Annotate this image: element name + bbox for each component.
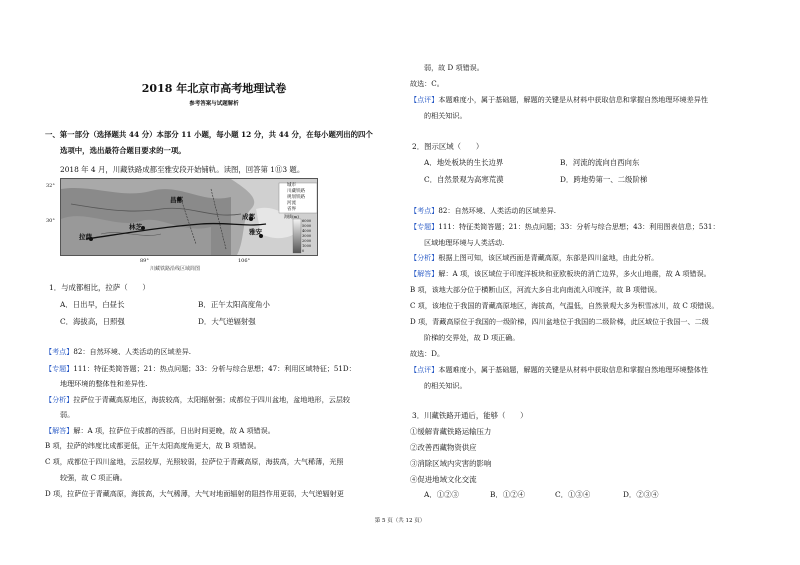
- map-lat-label-mid: 30°: [46, 218, 55, 224]
- map-place-changdu: 昌都: [170, 196, 183, 204]
- q2-zhuanti-line2: 区域地理环境与人类活动.: [424, 238, 505, 247]
- map-elev-6000: 6000: [302, 219, 312, 223]
- q1-dianping-line2: 的相关知识。: [424, 111, 467, 120]
- page-footer: 第 5 页（共 12 页）: [374, 518, 426, 524]
- section-heading-line2: 选项中，选出最符合题目要求的一项。: [60, 146, 186, 155]
- q2-explain-d-line2: 阶梯的交界处，故 D 项正确。: [424, 333, 520, 342]
- q1-answer: 故选：C。: [410, 79, 444, 88]
- q3-item-3: ③消除区域内灾害的影响: [410, 459, 492, 468]
- map-elev-2000: 2000: [302, 239, 312, 243]
- explanation-tag: 【考点】: [45, 347, 74, 356]
- map-lon-label-right: 106°: [238, 258, 251, 264]
- q2-explain-b: B 项，该地大部分位于横断山区，河流大多自北向南流入印度洋，故 B 项错误。: [410, 285, 662, 294]
- map-caption: 川藏铁路沿线区域简图: [150, 266, 201, 272]
- q1-option-a: A．日出早，白昼长: [60, 300, 125, 309]
- q2-stem: 2．图示区域（ ）: [412, 142, 484, 151]
- map-place-linzhi: 林芝: [129, 223, 142, 231]
- q2-option-d: D．跨地势第一、二级阶梯: [560, 175, 648, 184]
- terrain-map-svg: [61, 179, 318, 256]
- map-elevation-title: 海拔(m): [284, 214, 299, 219]
- q3-item-1: ①缓解青藏铁路运输压力: [410, 427, 492, 436]
- map-place-chengdu: 成都: [242, 213, 255, 221]
- q2-option-b: B．河流的流向自西向东: [560, 158, 640, 167]
- explanation-tag: 【分析】: [410, 253, 439, 262]
- map-place-lasa: 拉萨: [79, 233, 92, 241]
- map-legend-province-border: 省界: [287, 207, 296, 212]
- q2-dianping-line2: 的相关知识。: [424, 381, 467, 390]
- map-place-yaan: 雅安: [249, 228, 262, 236]
- q3-stem: 3．川藏铁路开通后，能够（ ）: [412, 411, 528, 420]
- page-subtitle: 参考答案与试题解析: [189, 101, 239, 107]
- q3-option-c: C．①③④: [555, 490, 591, 499]
- explanation-tag: 【专题】: [410, 222, 439, 231]
- q1-jieda: 【解答】解：A 项，拉萨位于成都的西部，日出时间更晚，故 A 项错误。: [45, 426, 275, 435]
- map-legend-railway: 川藏铁路: [287, 189, 305, 194]
- q3-option-b: B．①②④: [490, 490, 525, 499]
- q1-explain-d-line2: 弱，故 D 项错误。: [424, 63, 484, 72]
- map-elev-3000: 3000: [302, 234, 312, 238]
- map-lon-label-left: 89°: [140, 258, 149, 264]
- q3-option-a: A．①②③: [424, 490, 459, 499]
- explanation-tag: 【解答】: [45, 426, 74, 435]
- map-legend-city: 城市: [287, 183, 296, 188]
- explanation-tag: 【考点】: [410, 206, 439, 215]
- q2-jieda: 【解答】解：A 项，该区域位于印度洋板块和亚欧板块的消亡边界，多火山地震，故 A 项错误。: [410, 269, 711, 278]
- q1-kaodian: 【考点】82：自然环境、人类活动的区域差异.: [45, 347, 192, 356]
- q2-kaodian: 【考点】82：自然环境、人类活动的区域差异.: [410, 206, 557, 215]
- q1-fenxi-line1: 【分析】拉萨位于青藏高原地区，海拔较高，太阳辐射强；成都位于四川盆地，盆地地形，云层较: [45, 395, 351, 404]
- map-legend-river: 河流: [287, 201, 296, 206]
- q2-fenxi: 【分析】根据上图可知，该区域西面是青藏高原，东部是四川盆地，由此分析。: [410, 253, 659, 262]
- explanation-tag: 【专题】: [45, 364, 74, 373]
- explanation-tag: 【分析】: [45, 395, 74, 404]
- q3-item-4: ④促进地域文化交流: [410, 475, 477, 484]
- q1-zhuanti-line1: 【专题】111：特征类简答题；21：热点问题；33：分析与综合思想；47：利用区域特征；51D：: [45, 364, 356, 373]
- q1-fenxi-line2: 弱。: [60, 410, 75, 419]
- q3-option-d: D．②③④: [623, 490, 659, 499]
- q2-explain-c: C 项，该地位于我国的青藏高原地区，海拔高，气温低，自然景观大多为积雪冰川，故 C 项错误。: [410, 301, 719, 310]
- q2-answer: 故选：D。: [410, 349, 445, 358]
- map-elev-1000: 1000: [302, 244, 312, 248]
- map-elev-5000: 5000: [302, 224, 312, 228]
- q2-dianping-line1: 【点评】本题难度小，属于基础题，解题的关键是从材料中获取信息和掌握自然地理环境整体性: [410, 365, 708, 374]
- q2-option-a: A．地处板块的生长边界: [424, 158, 504, 167]
- q2-option-c: C．自然景观为高寒荒漠: [424, 175, 504, 184]
- explanation-tag: 【点评】: [410, 365, 439, 374]
- railway-region-map: [60, 178, 318, 256]
- map-legend-planned-railway: 规划铁路: [287, 195, 305, 200]
- explanation-tag: 【点评】: [410, 95, 439, 104]
- q1-option-d: D．大气逆辐射强: [198, 317, 256, 326]
- section-heading-line1: 一、第一部分（选择题共 44 分）本部分 11 小题，每小题 12 分，共 44 分，在每小题列出的四个: [45, 130, 373, 139]
- q1-option-b: B．正午太阳高度角小: [198, 300, 270, 309]
- map-elev-4000: 4000: [302, 229, 312, 233]
- map-lat-label-top: 32°: [46, 183, 55, 189]
- q1-explain-d-line1: D 项，拉萨位于青藏高原，海拔高，大气稀薄，大气对地面辐射的阻挡作用更弱，大气逆辐射更: [45, 489, 344, 498]
- q1-zhuanti-line2: 地理环境的整体性和差异性.: [60, 379, 148, 388]
- q1-stem: 1．与成都相比，拉萨（ ）: [49, 283, 150, 292]
- q1-explain-b: B 项，拉萨的纬度比成都更低，正午太阳高度角更大，故 B 项错误。: [45, 441, 261, 450]
- q3-item-2: ②改善西藏物资供应: [410, 443, 477, 452]
- q2-explain-d-line1: D 项，青藏高原位于我国的一级阶梯，四川盆地位于我国的二级阶梯，此区域位于我国一、二级: [410, 317, 709, 326]
- q2-zhuanti-line1: 【专题】111：特征类简答题；21：热点问题；33：分析与综合思想；43：利用图表信息；531：: [410, 222, 720, 231]
- q1-dianping-line1: 【点评】本题难度小，属于基础题，解题的关键是从材料中获取信息和掌握自然地理环境差异性: [410, 95, 708, 104]
- map-elev-0: 0: [302, 249, 305, 253]
- q1-option-c: C．海拔高，日照强: [60, 317, 125, 326]
- question-intro: 2018 年 4 月，川藏铁路成都至雅安段开始铺轨。读图，回答第 1⑪3 题。: [60, 165, 305, 174]
- q1-explain-c-line1: C 项，成都位于四川盆地，云层较厚，光照较弱，拉萨位于青藏高原，海拔高，大气稀薄，光照: [45, 457, 344, 466]
- q1-explain-c-line2: 较强，故 C 项正确。: [60, 473, 127, 482]
- page-title: 2018 年北京市高考地理试卷: [141, 82, 287, 95]
- explanation-tag: 【解答】: [410, 269, 439, 278]
